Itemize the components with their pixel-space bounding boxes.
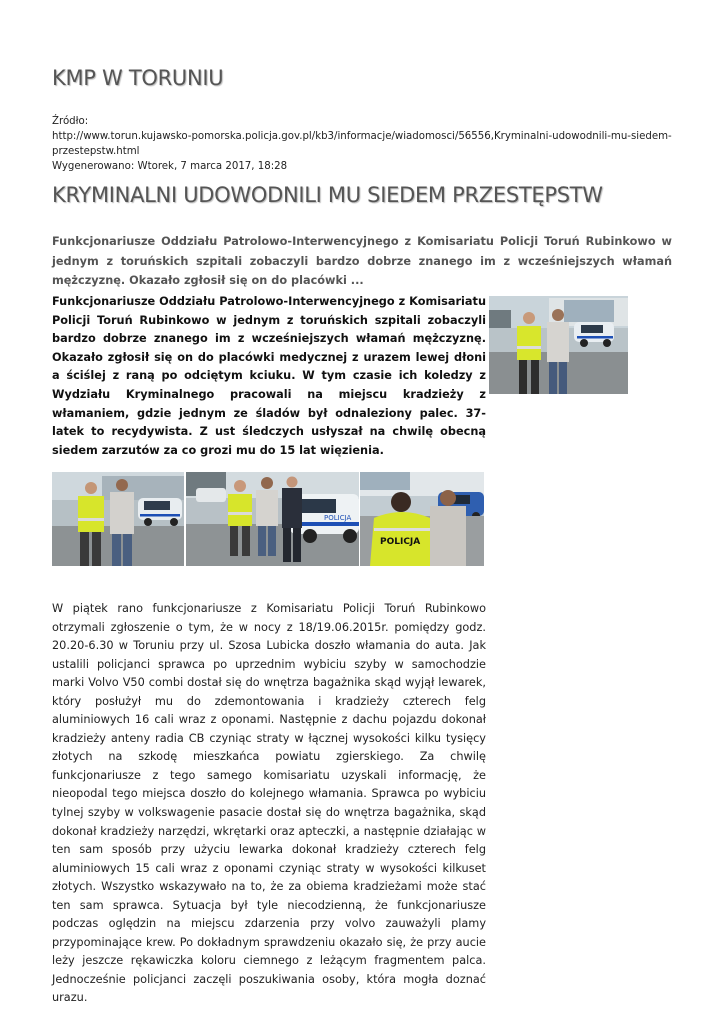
site-title: KMP W TORUNIU (52, 66, 224, 90)
generated-date: Wygenerowano: Wtorek, 7 marca 2017, 18:28 (52, 161, 288, 172)
source-meta (52, 114, 672, 174)
gallery-photo-3 (360, 472, 484, 566)
source-url[interactable]: http://www.torun.kujawsko-pomorska.policja.gov.pl/kb3/informacje/wiadomosci/56556,Kryminalni-udowodnili-mu-siedem-przestepstw.html (52, 131, 672, 157)
article-body: W piątek rano funkcjonariusze z Komisariatu Policji Toruń Rubinkowo otrzymali zgłoszenie o tym, że w nocy z 18/19.06.2015r. pomiędzy godz. 20.20-6.30 w Toruniu przy ul. Szosa Lubicka doszło włamania do auta. Jak ustalili policjanci sprawca po uprzednim wybiciu szyby w samochodzie marki Volvo V50 combi dostał się do wnętrza bagażnika skąd wyjął lewarek, który posłużył mu do zdemontowania i kradzieży czterech felg aluminiowych 16 cali wraz z oponami. Następnie z dachu pojazdu dokonał kradzieży anteny radia CB czyniąc straty w łącznej wysokości kilku tysięcy złotych na szkodę mieszkańca powiatu zgierskiego. Za chwilę funkcjonariusze z tego samego komisariatu uzyskali informację, że nieopodal tego miejsca doszło do kolejnego włamania. Sprawca po wybiciu tylnej szyby w volkswagenie pasacie dostał się do wnętrza bagażnika, skąd dokonał kradzieży narzędzi, wkrętarki oraz apteczki, a następnie działając w ten sam sposób przy użyciu lewarka dokonał kradzieży czterech felg aluminiowych 15 cali wraz z oponami czyniąc straty w wysokości kilkuset złotych. Wszystko wskazywało na to, że za obiema kradzieżami może stać ten sam sprawca. Sytuacja był tyle niecodzienną, że funkcjonariusze podczas oględzin na miejscu zdarzenia przy volvo zauważyli plamy przypominające krew. Po dokładnym sprawdzeniu okazało się, że przy aucie leży jeszcze rękawiczka koloru ciemnego z leżącym fragmentem palca. Jednocześnie policjanci zaczęli poszukiwania osoby, która mogła doznać urazu. (52, 602, 486, 1005)
main-photo (489, 296, 628, 394)
source-label: Źródło: (52, 116, 89, 127)
article-title: KRYMINALNI UDOWODNILI MU SIEDEM PRZESTĘPSTW (52, 183, 603, 207)
gallery-photo-1 (52, 472, 184, 566)
article-lead: Funkcjonariusze Oddziału Patrolowo-Interwencyjnego z Komisariatu Policji Toruń Rubinkowo w jednym z toruńskich szpitali zobaczyli bardzo dobrze znanego im z wcześniejszych włamań mężczyznę. Okazało zgłosił się on do placówki ... (52, 235, 672, 287)
article-intro: Funkcjonariusze Oddziału Patrolowo-Interwencyjnego z Komisariatu Policji Toruń Rubinkowo w jednym z toruńskich szpitali zobaczyli bardzo dobrze znanego im z wcześniejszych włamań mężczyznę. Okazało zgłosił się on do placówki medycznej z urazem lewej dłoni a ściślej z raną po odciętym kciuku. W tym czasie ich koledzy z Wydziału Kryminalnego pracowali na miejscu kradzieży z włamaniem, gdzie jednym ze śladów był odnaleziony palec. 37-latek to recydywista. Z ust śledczych usłyszał na chwilę obecną siedem zarzutów za co grozi mu do 15 lat więzienia. (52, 295, 486, 457)
vest-text: POLICJA (380, 537, 421, 547)
gallery-photo-2 (186, 472, 359, 566)
svg-text:POLICJA: POLICJA (324, 514, 352, 522)
